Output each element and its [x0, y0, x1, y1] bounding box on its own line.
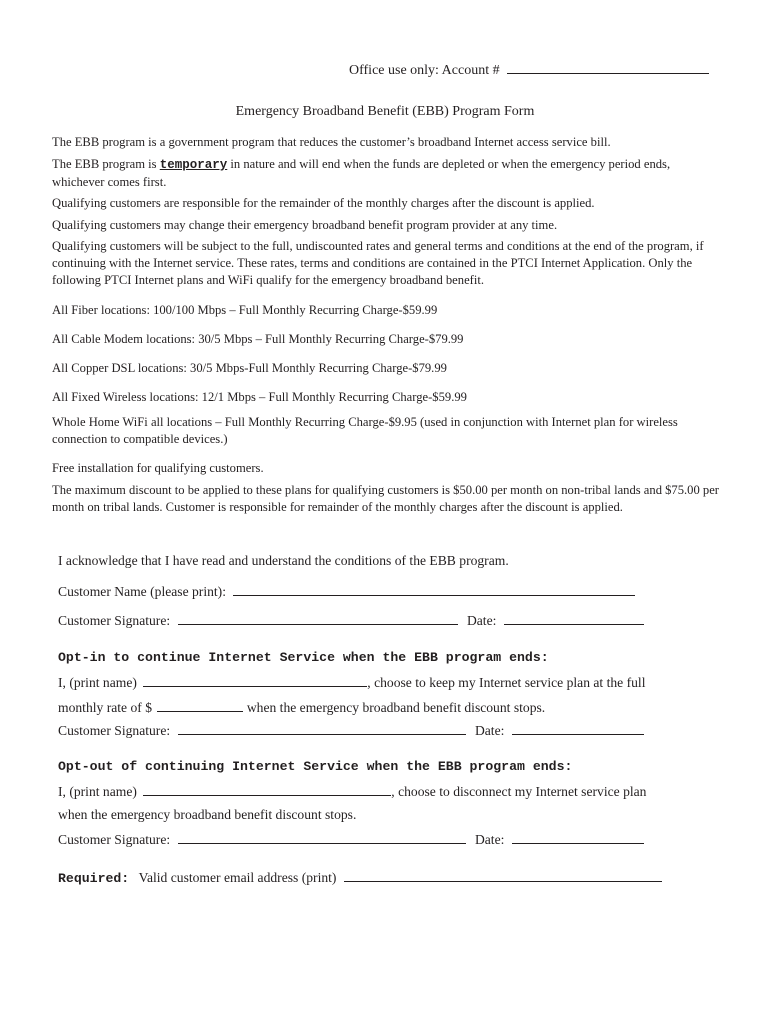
required-email-row	[58, 868, 662, 886]
customer-name-label: Customer Name (please print):	[58, 584, 226, 599]
max-discount-note: The maximum discount to be applied to these plans for qualifying customers is $50.00 per month on non-tribal lands and $75.00 per month on tribal lands. Customer is responsible for remainder of the monthly charges after the discount is applied.	[52, 483, 719, 514]
opt-in-discount-stops-text: when the emergency broadband benefit discount stops.	[246, 700, 546, 715]
signature-field[interactable]	[178, 611, 458, 625]
email-label: Valid customer email address (print)	[138, 870, 337, 885]
required-label: Required:	[58, 871, 130, 886]
opt-in-name-row	[58, 673, 646, 691]
signature-label: Customer Signature:	[58, 613, 171, 628]
office-use-line	[349, 60, 709, 79]
opt-in-signature-field[interactable]	[178, 721, 466, 735]
intro-p2-post: in nature and will end when the funds are depleted or when the emergency period ends, whichever comes first.	[52, 157, 671, 189]
email-field[interactable]	[344, 868, 662, 882]
acknowledgement-statement: I acknowledge that I have read and understand the conditions of the EBB program.	[58, 553, 509, 568]
opt-in-signature-label: Customer Signature:	[58, 723, 171, 738]
intro-paragraph-1: The EBB program is a government program that reduces the customer’s broadband Internet access service bill.	[52, 135, 611, 149]
opt-in-date-label: Date:	[474, 723, 505, 738]
plan-copper-dsl: All Copper DSL locations: 30/5 Mbps-Full Monthly Recurring Charge-$79.99	[52, 361, 447, 375]
customer-name-field[interactable]	[233, 582, 635, 596]
date-label: Date:	[466, 613, 497, 628]
plan-cable-modem: All Cable Modem locations: 30/5 Mbps – Full Monthly Recurring Charge-$79.99	[52, 332, 464, 346]
office-use-label: Office use only: Account #	[349, 63, 500, 78]
opt-out-signature-field[interactable]	[178, 830, 466, 844]
opt-in-print-name-field[interactable]	[143, 673, 367, 687]
free-installation-note: Free installation for qualifying customers.	[52, 461, 264, 475]
intro-paragraph-3: Qualifying customers are responsible for the remainder of the monthly charges after the discount is applied.	[52, 196, 595, 210]
intro-paragraph-4: Qualifying customers may change their emergency broadband benefit program provider at any time.	[52, 218, 558, 232]
opt-out-date-field[interactable]	[512, 830, 644, 844]
date-field[interactable]	[504, 611, 644, 625]
plan-whole-home-wifi: Whole Home WiFi all locations – Full Monthly Recurring Charge-$9.95 (used in conjunction with Internet plan for wireless connection to compatible devices.)	[52, 415, 678, 446]
intro-paragraph-2	[52, 156, 722, 191]
opt-out-heading: Opt-out of continuing Internet Service when the EBB program ends:	[58, 759, 573, 774]
opt-in-date-field[interactable]	[512, 721, 644, 735]
opt-in-keep-plan-text: , choose to keep my Internet service plan at the full	[367, 675, 646, 690]
opt-in-signature-row	[58, 721, 644, 739]
opt-out-print-name-field[interactable]	[143, 782, 391, 796]
intro-p2-pre: The EBB program is	[52, 157, 160, 171]
account-number-field[interactable]	[507, 60, 709, 74]
acknowledge-signature-row	[58, 611, 644, 629]
intro-paragraph-5: Qualifying customers will be subject to the full, undiscounted rates and general terms and conditions at the end of the program, if continuing with the Internet service. These rates, terms and conditions are contained in the PTCI Internet Application. Only the following PTCI Internet plans and WiFi qualify for the emergency broadband benefit.	[52, 239, 704, 287]
plan-fiber: All Fiber locations: 100/100 Mbps – Full Monthly Recurring Charge-$59.99	[52, 303, 438, 317]
monthly-rate-field[interactable]	[157, 698, 243, 712]
customer-name-row	[58, 582, 635, 600]
temporary-emphasis: temporary	[159, 158, 228, 172]
opt-out-name-row	[58, 782, 646, 800]
opt-out-print-name-label: I, (print name)	[58, 784, 137, 799]
opt-out-discount-stops-text: when the emergency broadband benefit discount stops.	[58, 807, 357, 822]
opt-out-signature-label: Customer Signature:	[58, 832, 171, 847]
opt-out-signature-row	[58, 830, 644, 848]
opt-in-rate-row	[58, 698, 545, 716]
opt-in-heading: Opt-in to continue Internet Service when the EBB program ends:	[58, 650, 549, 665]
opt-out-disconnect-text: , choose to disconnect my Internet service plan	[391, 784, 647, 799]
opt-in-print-name-label: I, (print name)	[58, 675, 137, 690]
form-title: Emergency Broadband Benefit (EBB) Program Form	[235, 104, 535, 119]
opt-out-date-label: Date:	[474, 832, 505, 847]
monthly-rate-label: monthly rate of $	[58, 700, 153, 715]
plan-fixed-wireless: All Fixed Wireless locations: 12/1 Mbps – Full Monthly Recurring Charge-$59.99	[52, 390, 467, 404]
